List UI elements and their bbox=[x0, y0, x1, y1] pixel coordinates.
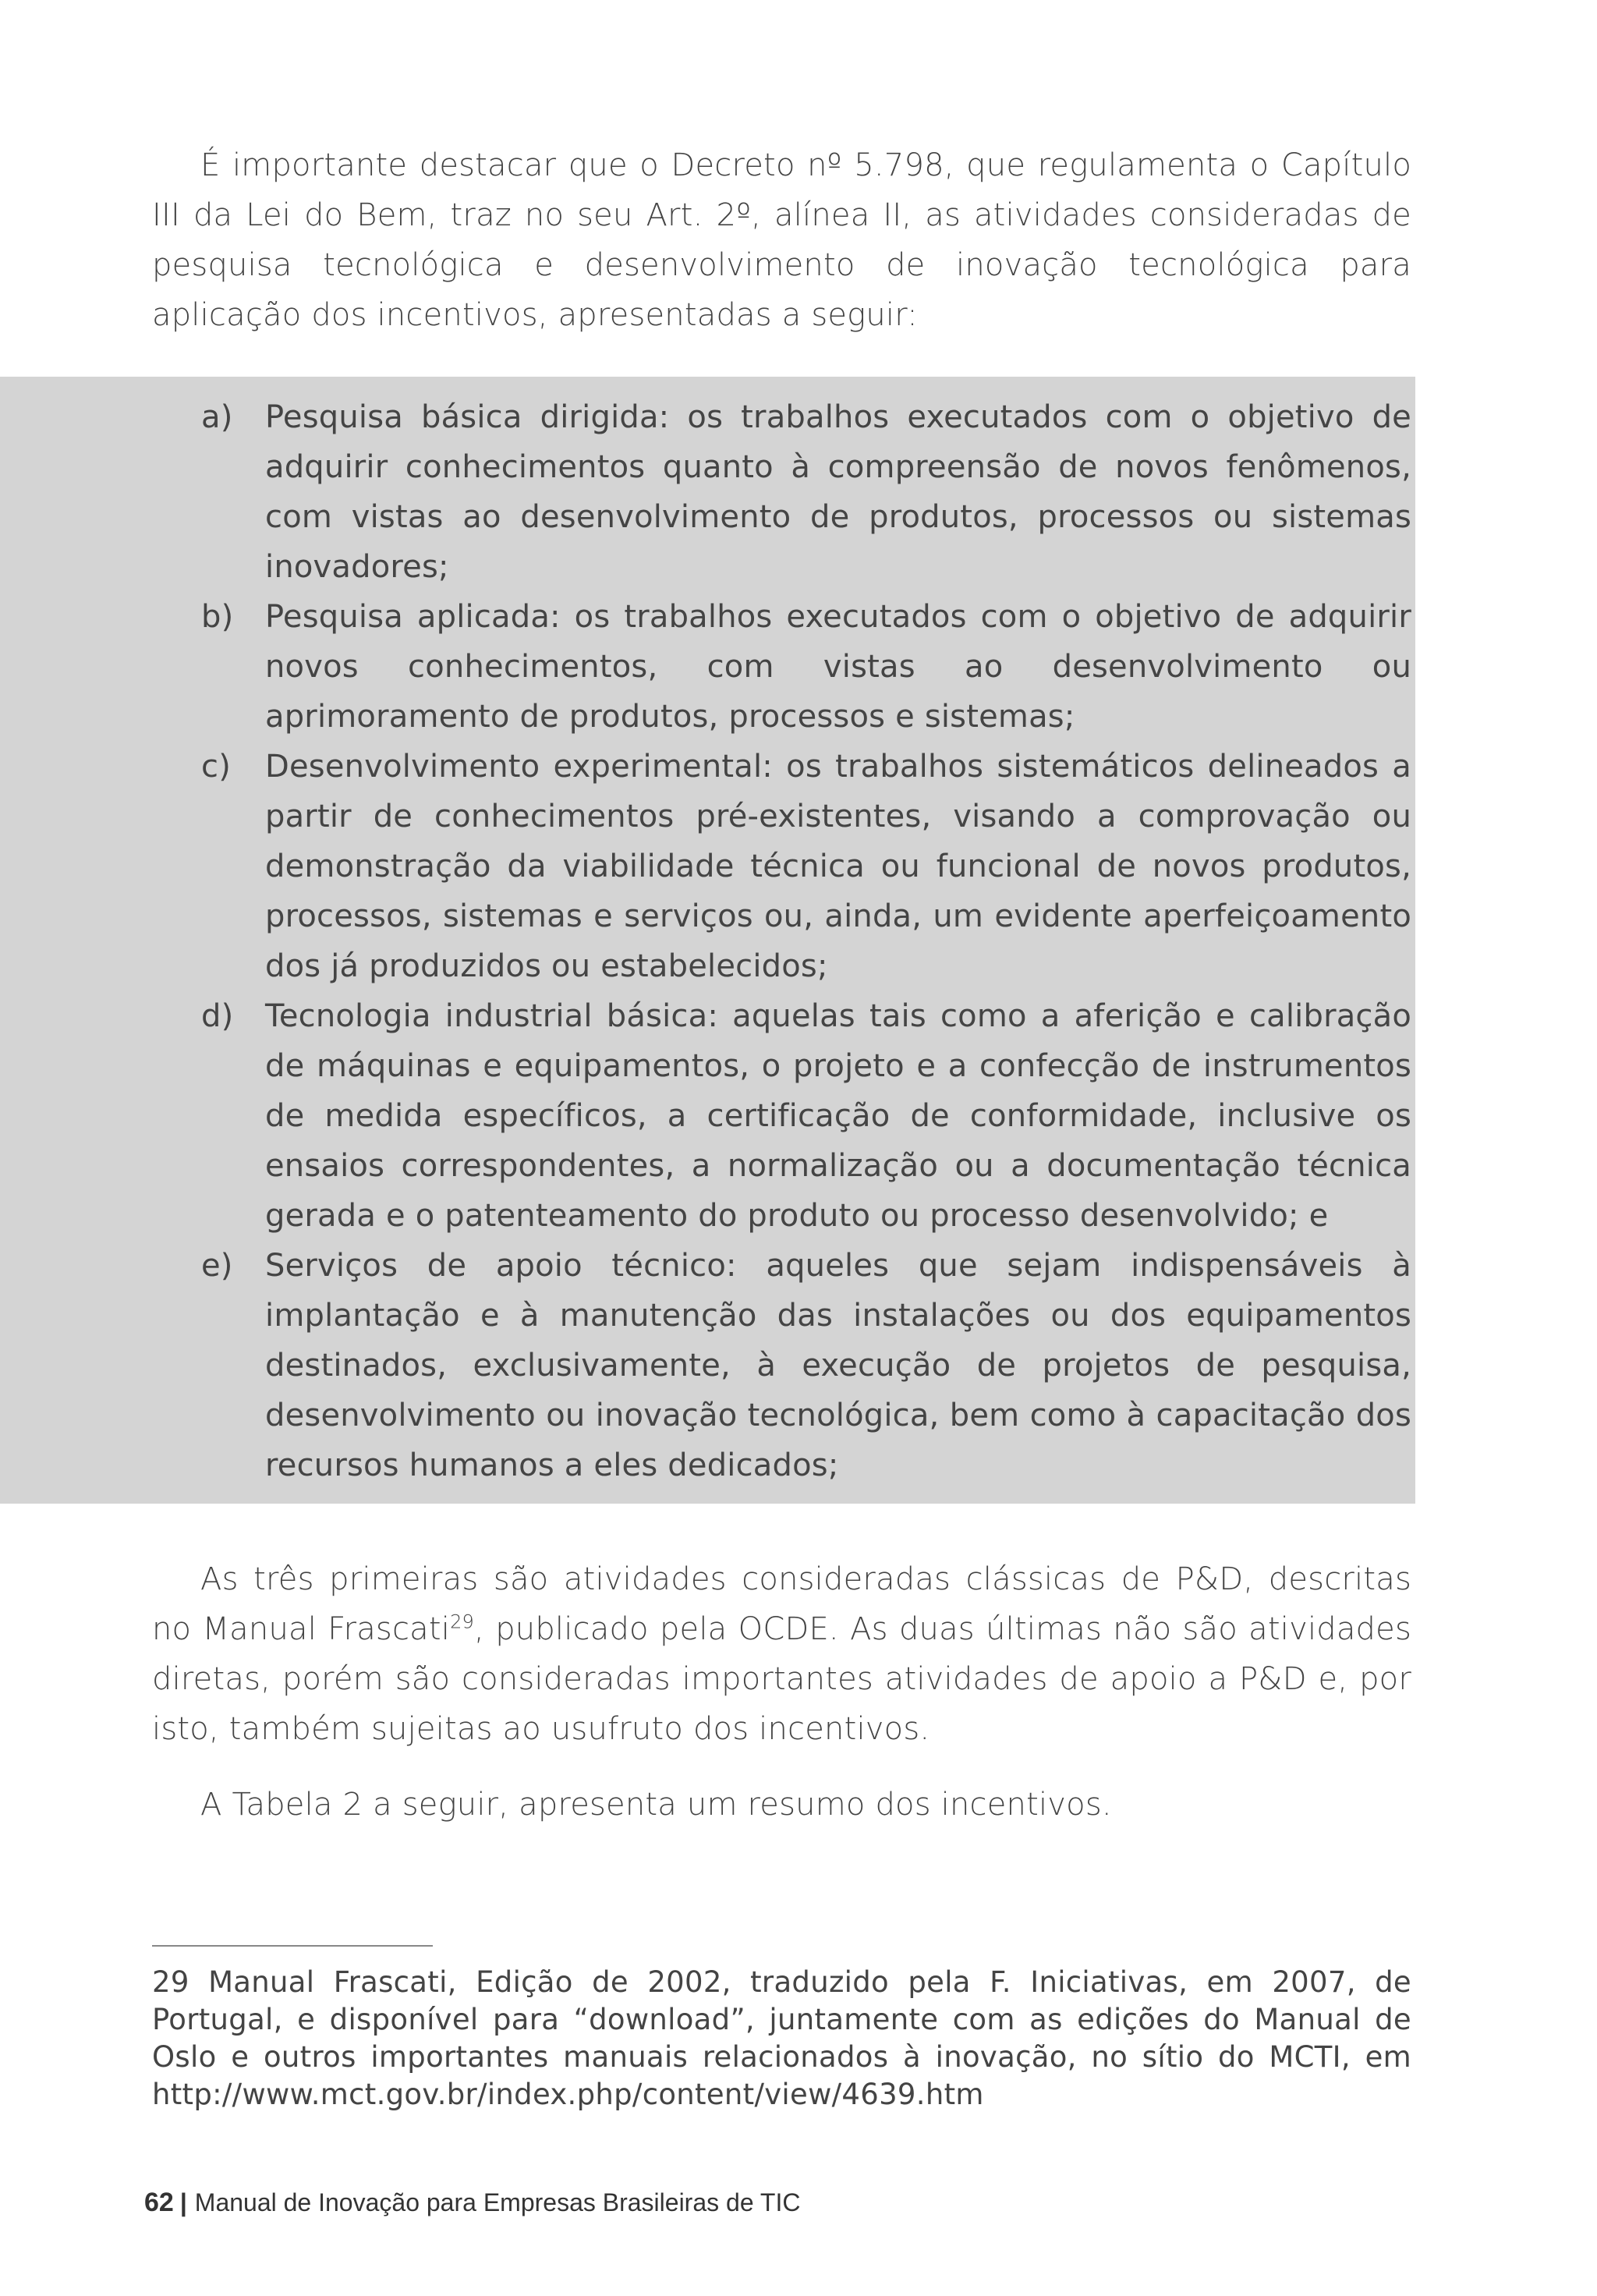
list-item-text: Tecnologia industrial básica: aquelas tais como a aferição e calibração de máquinas e equipamentos, o projeto e a confecção de instrumentos de medida específicos, a certificação de conformidade, inclusive os ensaios correspondentes, a normalização ou a documentação técnica gerada e o patenteamento do produto ou processo desenvolvido; e bbox=[265, 998, 1411, 1234]
list-item bbox=[0, 592, 1415, 742]
list-item bbox=[0, 991, 1415, 1241]
page-footer bbox=[144, 2185, 800, 2220]
footnote-reference[interactable]: 29 bbox=[450, 1610, 475, 1633]
list-marker: e) bbox=[201, 1248, 233, 1284]
list-item bbox=[0, 392, 1415, 592]
intro-paragraph: É importante destacar que o Decreto nº 5.798, que regulamenta o Capítulo III da Lei do Bem, traz no seu Art. 2º, alínea II, as atividades consideradas de pesquisa tecnológica e desenvolvimento de inovação tecnológica para aplicação dos incentivos, apresentadas a seguir: bbox=[152, 147, 1411, 333]
footnote-divider bbox=[152, 1945, 433, 1947]
list-marker: c) bbox=[201, 749, 231, 785]
closing-text-start: As três primeiras são atividades consideradas clássicas de P&D, descritas no Manual Frascati bbox=[152, 1561, 1411, 1647]
closing-paragraph bbox=[152, 1554, 1411, 1754]
activities-list bbox=[0, 392, 1415, 1490]
list-item-text: Desenvolvimento experimental: os trabalhos sistemáticos delineados a partir de conhecimentos pré-existentes, visando a comprovação ou demonstração da viabilidade técnica ou funcional de novos produtos, processos, sistemas e serviços ou, ainda, um evidente aperfeiçoamento dos já produzidos ou estabelecidos; bbox=[265, 749, 1411, 984]
closing-text-end: , publicado pela OCDE. As duas últimas não são atividades diretas, porém são consideradas importantes atividades de apoio a P&D e, por isto, também sujeitas ao usufruto dos incentivos. bbox=[152, 1611, 1411, 1747]
page-number: 62 bbox=[144, 2188, 174, 2217]
footnote: 29 Manual Frascati, Edição de 2002, traduzido pela F. Iniciativas, em 2007, de Portugal, e disponível para “download”, juntamente com as edições do Manual de Oslo e outros importantes manuais relacionados à inovação, no sítio do MCTI, em http://www.mct.gov.br/index.php/content/view/4639.htm bbox=[152, 1965, 1411, 2111]
footer-title: Manual de Inovação para Empresas Brasileiras de TIC bbox=[194, 2188, 801, 2216]
list-marker: d) bbox=[201, 998, 234, 1034]
list-item-text: Pesquisa aplicada: os trabalhos executados com o objetivo de adquirir novos conhecimentos, com vistas ao desenvolvimento ou aprimoramento de produtos, processos e sistemas; bbox=[265, 599, 1411, 735]
table-reference-paragraph: A Tabela 2 a seguir, apresenta um resumo dos incentivos. bbox=[200, 1787, 1112, 1823]
list-item-text: Pesquisa básica dirigida: os trabalhos executados com o objetivo de adquirir conhecimentos quanto à compreensão de novos fenômenos, com vistas ao desenvolvimento de produtos, processos ou sistemas inovadores; bbox=[265, 399, 1411, 585]
list-item-text: Serviços de apoio técnico: aqueles que sejam indispensáveis à implantação e à manutenção das instalações ou dos equipamentos destinados, exclusivamente, à execução de projetos de pesquisa, desenvolvimento ou inovação tecnológica, bem como à capacitação dos recursos humanos a eles dedicados; bbox=[265, 1248, 1411, 1483]
list-marker: a) bbox=[201, 399, 233, 435]
list-marker: b) bbox=[201, 599, 234, 635]
list-item bbox=[0, 1241, 1415, 1490]
list-item bbox=[0, 742, 1415, 991]
footer-separator: | bbox=[179, 2188, 187, 2216]
